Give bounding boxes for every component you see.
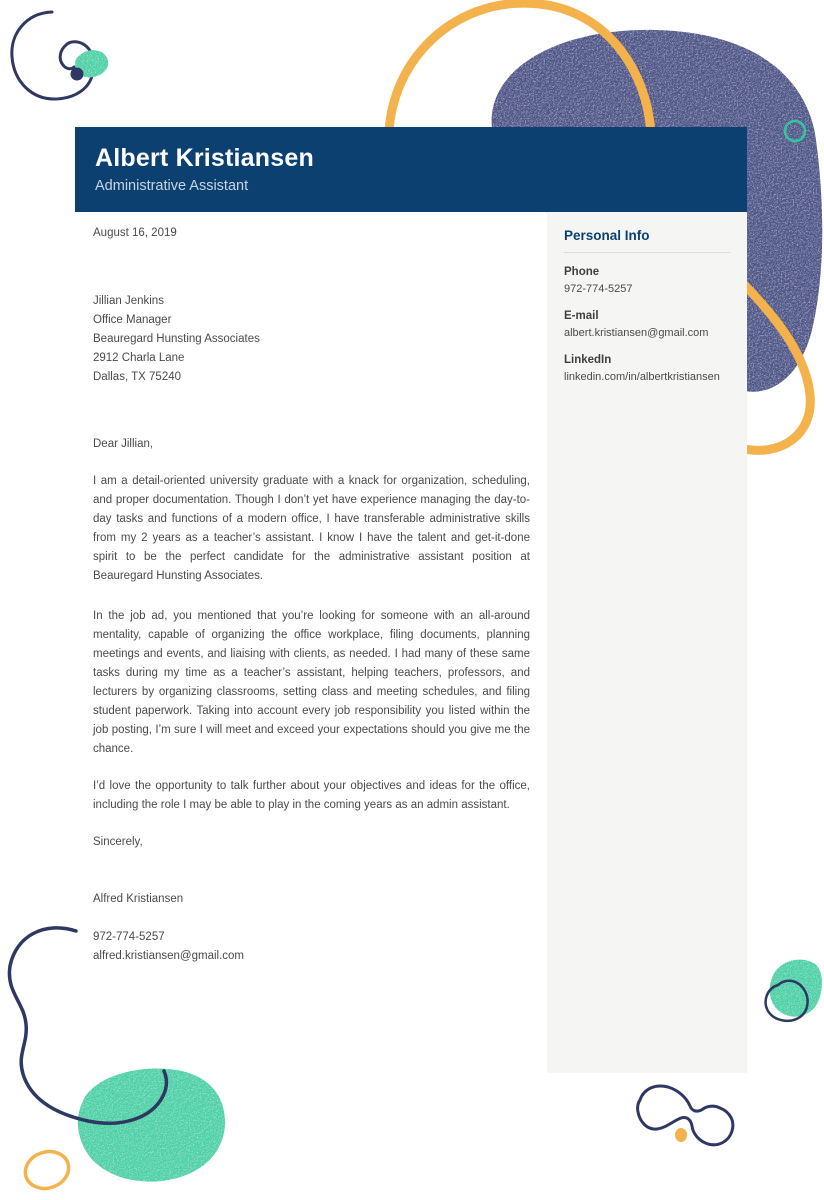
recipient-city: Dallas, TX 75240 (93, 371, 182, 383)
sidebar-item-email (564, 310, 730, 341)
sidebar-item-linkedin (564, 354, 730, 385)
yellow-oval-outline-icon (21, 1146, 74, 1194)
linkedin-value: linkedin.com/in/albertkristiansen (564, 371, 720, 383)
closing: Sincerely, (93, 836, 143, 848)
sidebar-item-phone (564, 266, 730, 297)
letter-paragraph: I’d love the opportunity to talk further about your objectives and ideas for the office, including the role I may be able to play in the coming years as an admin assistant. (93, 780, 530, 811)
navy-dot-icon (71, 68, 84, 81)
email-value: albert.kristiansen@gmail.com (564, 327, 709, 339)
letter-date: August 16, 2019 (93, 227, 177, 239)
teal-blob-bottom-left-shape (78, 1069, 225, 1182)
email-label: E-mail (564, 310, 599, 322)
letter-paragraph: I am a detail-oriented university graduate with a knack for organization, scheduling, and proper documentation. Though I don’t yet have experience managing the day-to-day tasks and functions of a modern office, I have transferable administrative skills from my 2 years as a teacher’s assistant. I know I have the talent and get-it-done spirit to be the perfect candidate for the administrative assistant position at Beauregard Hunsting Associates. (93, 475, 530, 582)
candidate-name: Albert Kristiansen (95, 144, 314, 172)
letter-body (93, 212, 530, 966)
recipient-street: 2912 Charla Lane (93, 352, 185, 364)
sidebar-heading: Personal Info (564, 228, 730, 253)
recipient-title: Office Manager (93, 314, 172, 326)
phone-value: 972-774-5257 (564, 283, 633, 295)
signature-contact-block (93, 928, 530, 966)
recipient-company: Beauregard Hunsting Associates (93, 333, 260, 345)
personal-info-sidebar (547, 212, 747, 1073)
phone-label: Phone (564, 266, 600, 278)
signature-name: Alfred Kristiansen (93, 893, 184, 905)
letter-paragraph: In the job ad, you mentioned that you’re looking for someone with an all-around mentality, capable of organizing the office workplace, filing documents, planning meetings and events, and liaising with clients, as needed. I had many of these same tasks during my time as a teacher’s assistant, helping teachers, professors, and lecturers by organizing classrooms, setting class and meeting schedules, and filing student paperwork. Taking into account every job responsibility you listed within the job posting, I’m sure I will meet and exceed your expectations should you give me the chance. (93, 610, 530, 755)
document-header (75, 127, 747, 212)
recipient-block (93, 292, 530, 387)
linkedin-label: LinkedIn (564, 354, 612, 366)
teal-blob-bottom-right-shape (770, 960, 822, 1017)
yellow-dot-icon (675, 1128, 687, 1142)
signature-phone: 972-774-5257 (93, 931, 165, 943)
recipient-name: Jillian Jenkins (93, 295, 164, 307)
salutation: Dear Jillian, (93, 438, 154, 450)
candidate-job-title: Administrative Assistant (95, 178, 249, 194)
signature-email: alfred.kristiansen@gmail.com (93, 950, 245, 962)
